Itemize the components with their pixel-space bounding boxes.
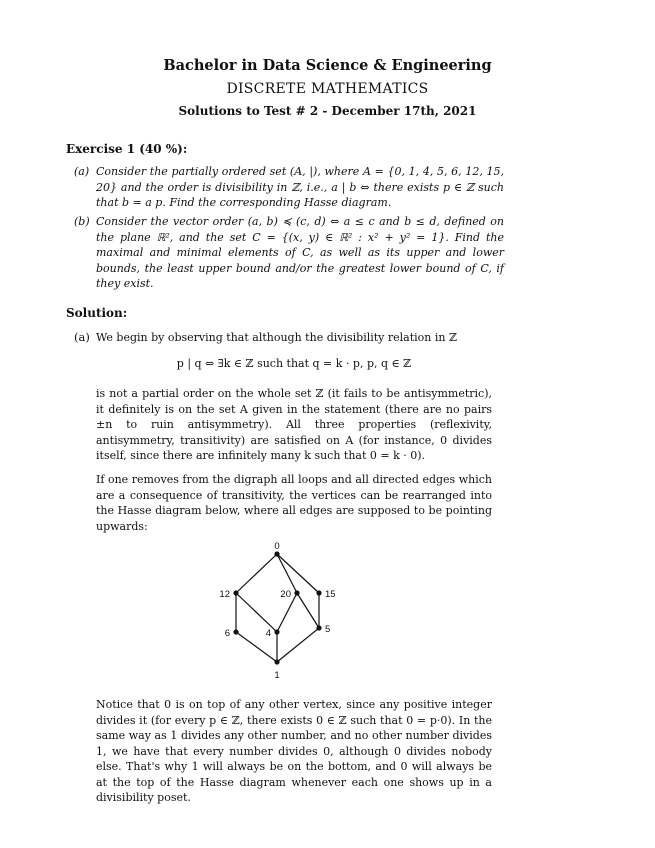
hasse-node-label: 5 [325,624,331,635]
hasse-node-6 [233,629,238,634]
hasse-node-15 [316,590,321,595]
hasse-node-12 [233,590,238,595]
exercise-item-label: (a) [74,165,90,178]
hasse-node-label: 1 [274,670,280,681]
hasse-node-label: 6 [224,628,230,639]
hasse-edge-12-4 [236,593,277,632]
divisibility-formula: p | q ⇔ ∃k ∈ ℤ such that q = k · p, p, q ∈ ℤ [176,357,412,370]
hasse-node-label: 4 [265,628,271,639]
hasse-edge-0-20 [277,554,297,593]
solution-paragraph-1: is not a partial order on the whole set ℤ (it fails to be antisymmetric), it definitely is on the set A given in the statement (there are no pairs ±n to ruin antisymmetry). All three properties (reflexivity, antisymmetry, transitivity) are satisfied on A (for instance, 0 divides itself, since there are infinitely many k such that 0 = k · 0). [96,387,492,462]
hasse-node-label: 12 [219,589,230,600]
hasse-edge-0-12 [236,554,277,593]
solution-label: (a) [74,330,90,344]
hasse-node-0 [274,551,279,556]
hasse-node-4 [274,629,279,634]
hasse-node-label: 15 [325,589,336,600]
hasse-node-1 [274,659,279,664]
subject-title: DISCRETE MATHEMATICS [226,81,429,97]
hasse-node-label: 20 [280,589,291,600]
hasse-node-20 [294,590,299,595]
solution-paragraph-2: If one removes from the digraph all loops and all directed edges which are a consequence of transitivity, the vertices can be rearranged into the Hasse diagram below, where all edges are supposed to be pointing upwards: [96,473,492,533]
hasse-edge-5-1 [277,628,319,662]
hasse-edge-20-5 [297,593,319,628]
exercise-item-text: Consider the vector order (a, b) ≼ (c, d) ⇔ a ≤ c and b ≤ d, defined on the plane ℝ², and the set C = {(x, y) ∈ ℝ² : x² + y² = 1}. Find the maximal and minimal elements of C, as well as its upper and lower bounds, the least upper bound and/or the greatest lower bound of C, if they exist. [96,215,504,290]
course-title: Bachelor in Data Science & Engineering [163,57,492,74]
solution-title: Solution: [66,306,128,320]
solution-intro: We begin by observing that although the divisibility relation in ℤ [96,331,457,344]
solution-paragraph-3: Notice that 0 is on top of any other vertex, since any positive integer divides it (for every p ∈ ℤ, there exists 0 ∈ ℤ such that 0 = p·0). In the same way as 1 divides any other number, and no other number divides 1, we have that every number divides 0, although 0 divides nobody else. That's why 1 will always be on the bottom, and 0 will always be at the top of the Hasse diagram whenever each one shows up in a divisibility poset. [96,698,492,804]
hasse-node-5 [316,625,321,630]
hasse-diagram [200,540,360,685]
exercise-item-label: (b) [74,215,90,228]
test-subtitle: Solutions to Test # 2 - December 17th, 2021 [178,104,477,118]
hasse-node-label: 0 [274,541,280,552]
hasse-edge-0-15 [277,554,319,593]
exercise-item-a [74,164,504,211]
exercise-title: Exercise 1 (40 %): [66,142,188,156]
exercise-item-b [74,214,504,292]
exercise-item-text: Consider the partially ordered set (A, |), where A = {0, 1, 4, 5, 6, 12, 15, 20} and the order is divisibility in ℤ, i.e., a | b ⇔ there exists p ∈ ℤ such that b = a p. Find the corresponding Hasse diagram. [96,165,504,209]
